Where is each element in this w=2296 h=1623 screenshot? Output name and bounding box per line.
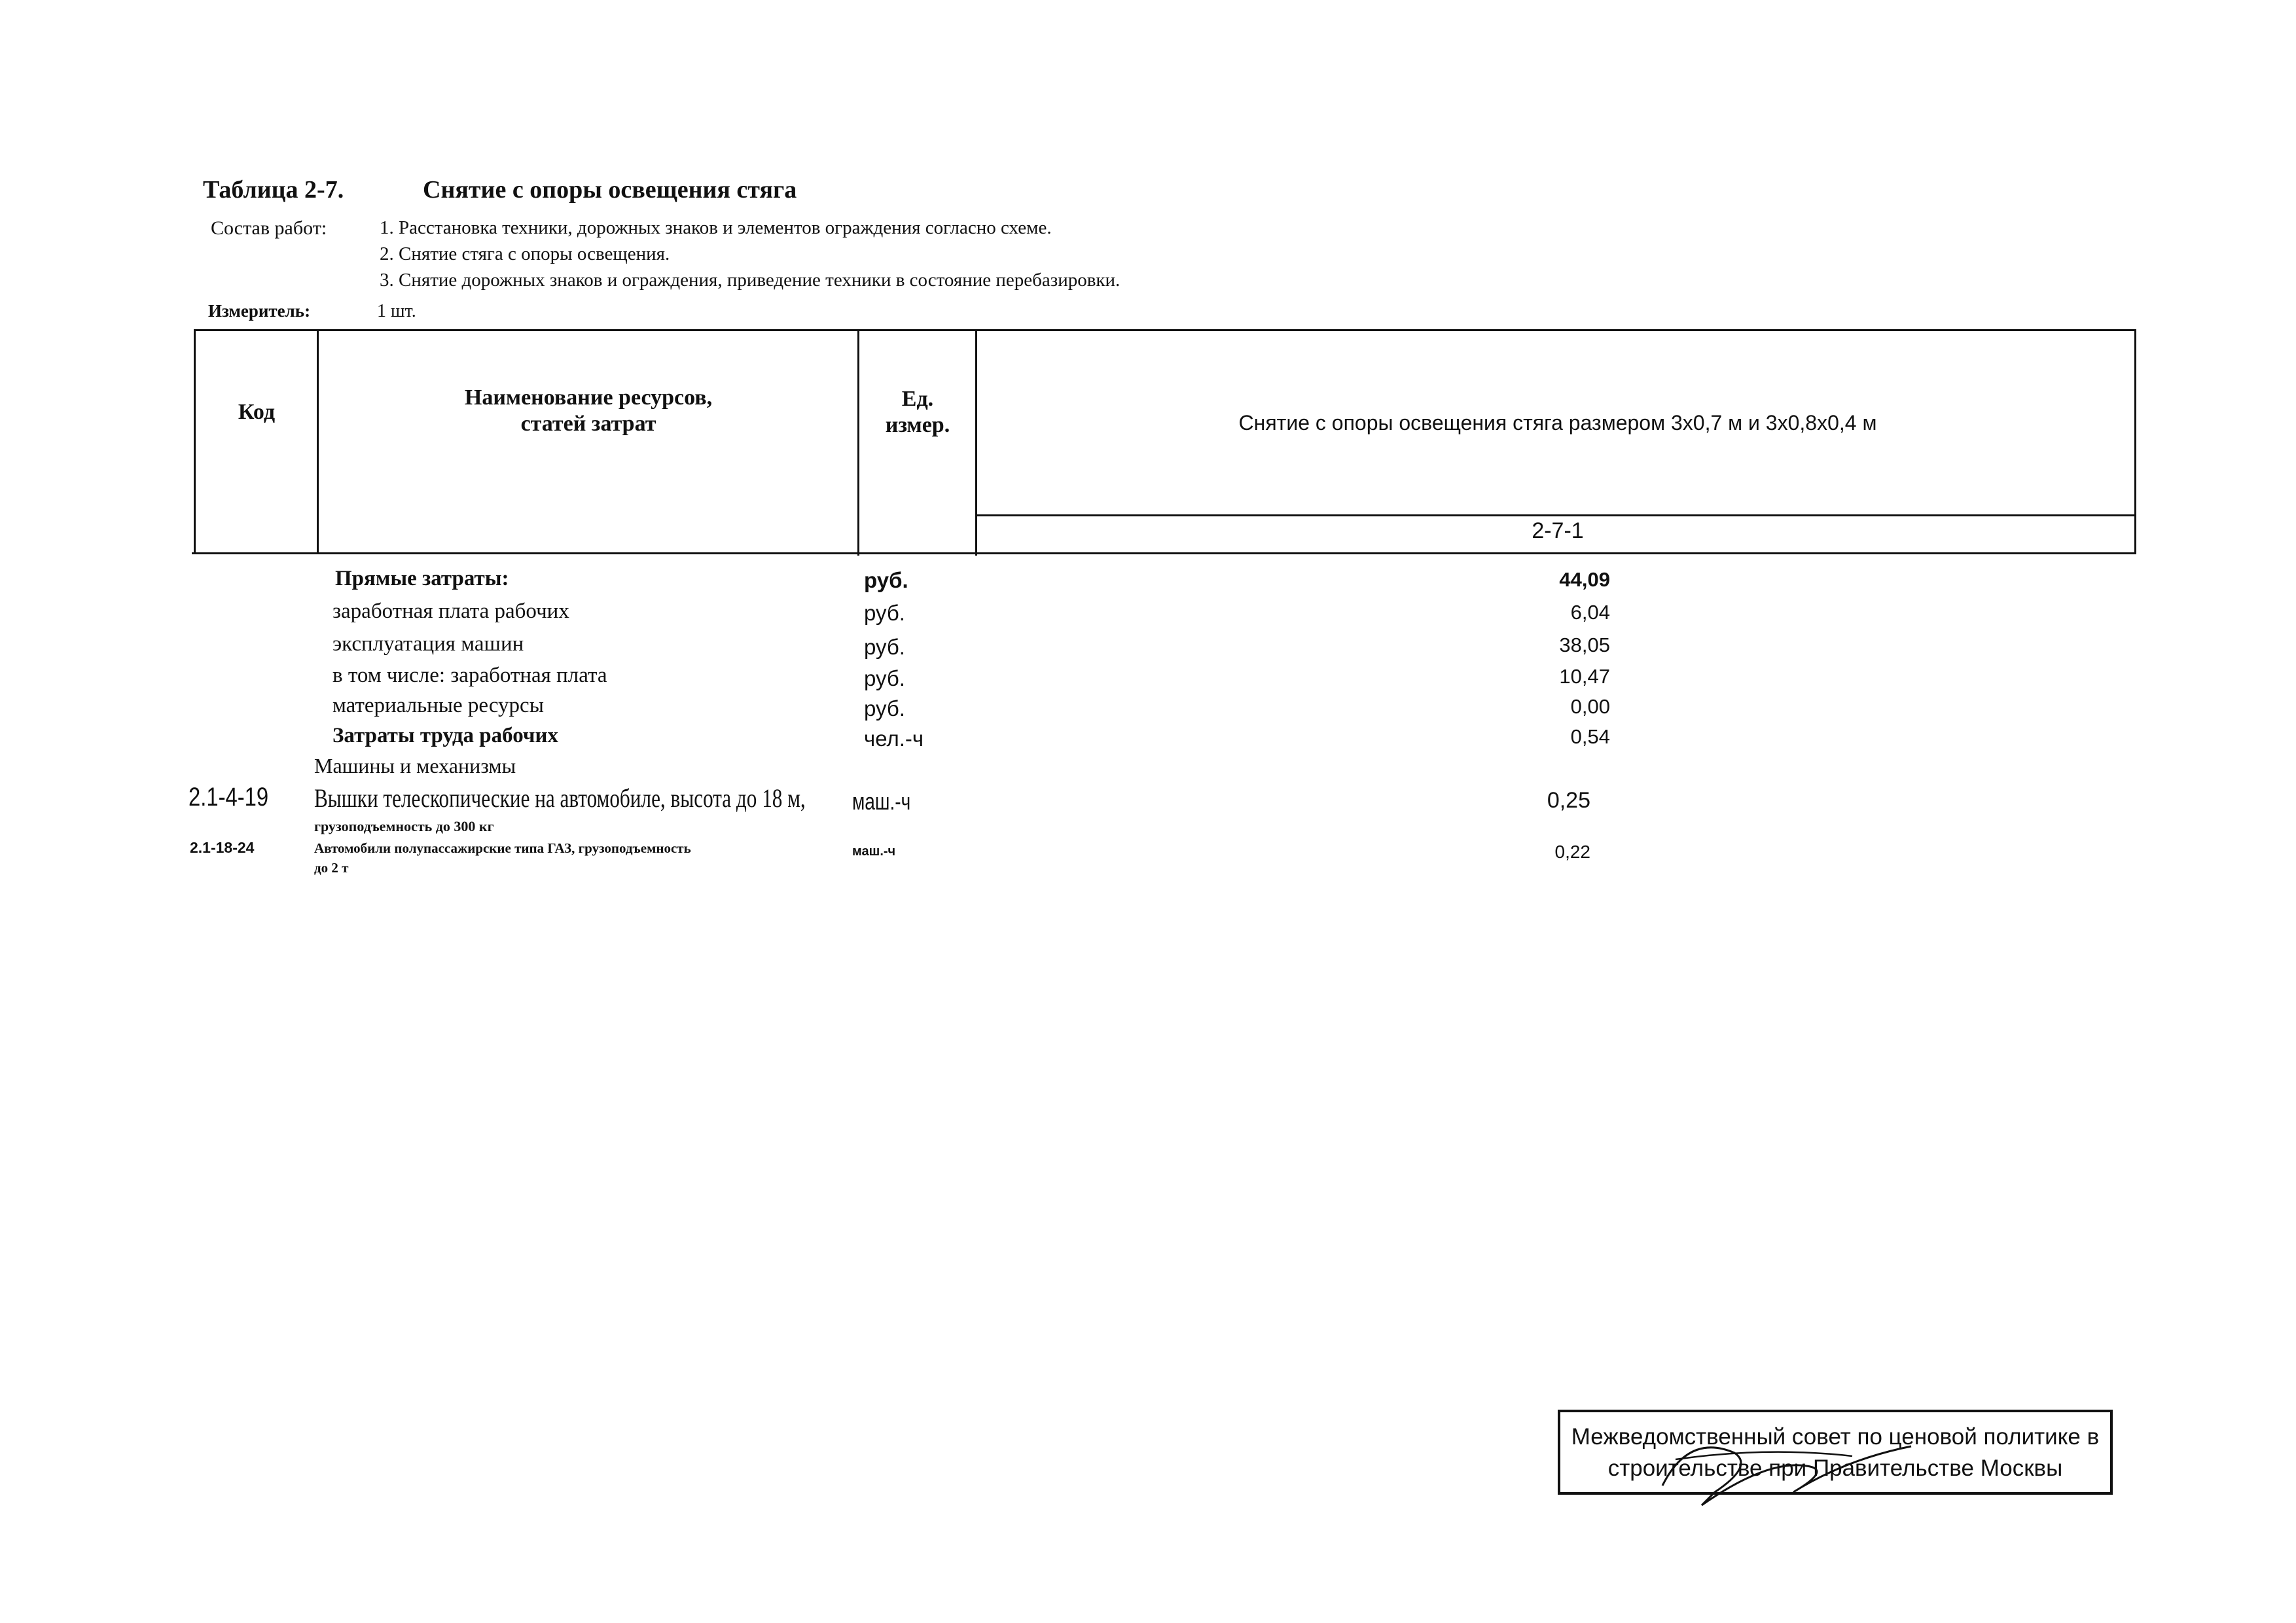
- stamp-line-1: Межведомственный совет по ценовой политике в: [1571, 1424, 2100, 1450]
- machine-name-1-cont: грузоподъемность до 300 кг: [314, 818, 494, 834]
- signature-mark: [1636, 1420, 1964, 1512]
- col-header-unit-line2: измер.: [885, 413, 950, 437]
- work-composition-label: Состав работ:: [211, 217, 327, 239]
- machine-code-2: 2.1-18-24: [190, 839, 255, 856]
- row-unit-machine-operation: руб.: [864, 635, 905, 659]
- col-header-name: [319, 385, 857, 437]
- table-col-divider-2: [857, 329, 859, 556]
- row-unit-labor: чел.-ч: [864, 726, 924, 751]
- machine-name-2-cont: до 2 т: [314, 860, 349, 876]
- machine-name-1: Вышки телескопические на автомобиле, высота до 18 м,: [314, 783, 806, 813]
- row-name-direct-costs: Прямые затраты:: [335, 567, 509, 590]
- row-name-wages: заработная плата рабочих: [332, 599, 569, 623]
- row-value-including-wages: 10,47: [1559, 665, 1610, 688]
- row-value-wages: 6,04: [1570, 601, 1610, 624]
- col-header-code: Код: [238, 400, 276, 424]
- machine-code-1: 2.1-4-19: [188, 783, 269, 812]
- row-name-materials: материальные ресурсы: [332, 694, 544, 717]
- machine-value-2: 0,22: [1554, 842, 1590, 862]
- table-subheader-border: [975, 514, 2136, 516]
- table-title: Снятие с опоры освещения стяга: [423, 176, 797, 204]
- row-name-machine-operation: эксплуатация машин: [332, 632, 524, 656]
- work-item-1: 1. Расстановка техники, дорожных знаков и элементов ограждения согласно схеме.: [380, 217, 1052, 238]
- col-header-norm-id: 2-7-1: [1532, 518, 1584, 543]
- work-item-3: 3. Снятие дорожных знаков и ограждения, приведение техники в состояние перебазировки.: [380, 270, 1121, 291]
- row-name-labor: Затраты труда рабочих: [332, 724, 558, 747]
- machine-unit-2: маш.-ч: [852, 844, 896, 859]
- meter-label: Измеритель:: [208, 301, 311, 321]
- table-top-border: [195, 329, 2136, 331]
- row-value-materials: 0,00: [1570, 695, 1610, 718]
- row-unit-wages: руб.: [864, 601, 905, 625]
- col-header-work-description: Снятие с опоры освещения стяга размером 3х0,7 м и 3х0,8х0,4 м: [1238, 411, 1877, 435]
- section-machines-title: Машины и механизмы: [314, 754, 516, 777]
- machine-name-2: Автомобили полупассажирские типа ГАЗ, грузоподъемность: [314, 840, 691, 856]
- row-unit-materials: руб.: [864, 696, 905, 721]
- row-value-labor: 0,54: [1570, 725, 1610, 748]
- stamp-line-2: строительстве при Правительстве Москвы: [1607, 1455, 2063, 1481]
- table-left-border: [194, 329, 196, 554]
- col-header-name-line1: Наименование ресурсов,: [464, 385, 713, 410]
- row-unit-direct-costs: руб.: [864, 568, 908, 592]
- col-header-unit-line1: Ед.: [901, 387, 934, 411]
- row-unit-including-wages: руб.: [864, 666, 905, 690]
- machine-value-1: 0,25: [1547, 788, 1590, 813]
- row-name-including-wages: в том числе: заработная плата: [332, 664, 607, 687]
- table-number: Таблица 2-7.: [203, 176, 344, 204]
- table-bottom-border: [192, 552, 2136, 554]
- meter-value: 1 шт.: [377, 301, 416, 321]
- row-value-direct-costs: 44,09: [1559, 568, 1610, 591]
- work-item-2: 2. Снятие стяга с опоры освещения.: [380, 243, 670, 264]
- row-value-machine-operation: 38,05: [1559, 633, 1610, 656]
- machine-unit-1: маш.-ч: [852, 788, 911, 815]
- table-col-divider-1: [317, 329, 319, 554]
- col-header-name-line2: статей затрат: [520, 412, 656, 436]
- col-header-unit: [860, 386, 975, 438]
